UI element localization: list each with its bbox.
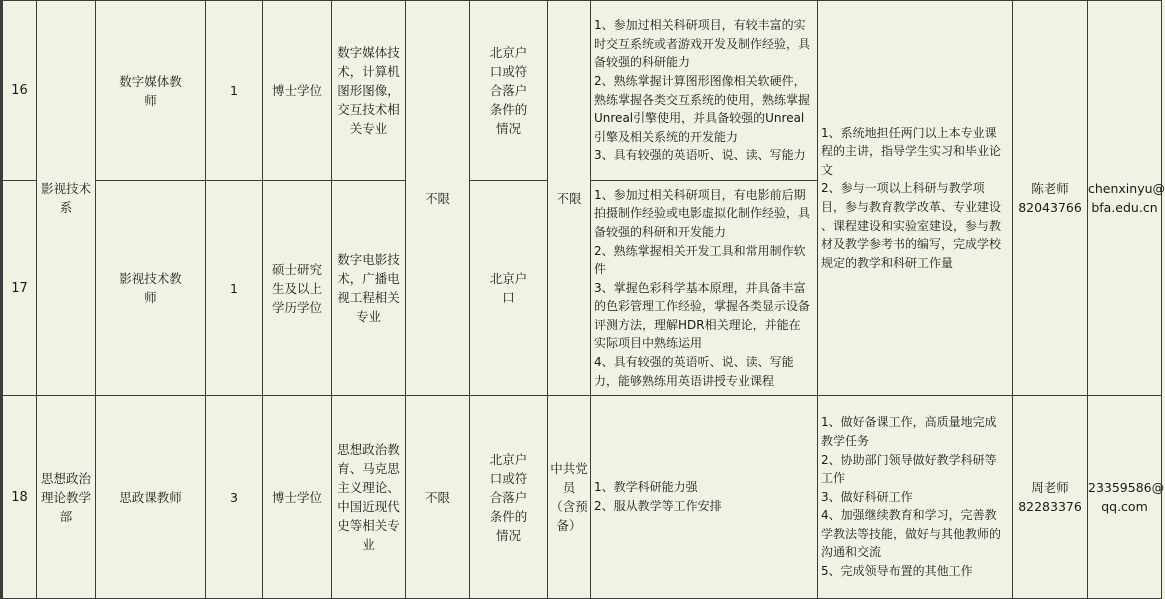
requirements-cell: 1、参加过相关科研项目，有较丰富的实 时交互系统或者游戏开发及制作经验，具 备较强的科研能力 2、熟练掌握计算图形图像相关软硬件， 熟练掌握各类交互系统的使用，熟练掌握 Unreal引擎使用，并具备较强的Unreal 引擎及相关系统的开发能力 3、具有较强的英语听、说、读、写能力 [591,1,818,181]
degree-cell: 博士学位 [263,396,332,599]
degree-cell: 博士学位 [263,1,332,181]
table-row-16 [2,1,1162,181]
table-row-18 [2,396,1162,599]
requirements-cell: 1、参加过相关科研项目，有电影前后期 拍摄制作经验或电影虚拟化制作经验，具 备较强的科研和开发能力 2、熟练掌握相关开发工具和常用制作软 件 3、掌握色彩科学基本原理，并具备丰富 的色彩管理工作经验，掌握各类显示设备 评测方法，理解HDR相关理论，并能在 实际项目中熟练运用 4、具有较强的英语听、说、读、写能 力，能够熟练用英语讲授专业课程 [591,181,818,396]
email-cell[interactable]: 23359586@ qq.com [1088,396,1162,599]
hukou-cell: 北京户 口或符 合落户 条件的 情况 [470,396,548,599]
count-cell: 1 [206,1,263,181]
contact-cell: 陈老师 82043766 [1013,1,1088,396]
count-cell: 1 [206,181,263,396]
row-number-cell: 18 [2,396,37,599]
hukou-cell: 北京户 口或符 合落户 条件的 情况 [470,1,548,181]
political-status-cell: 不限 [548,1,591,396]
position-cell: 影视技术教 师 [96,181,206,396]
age-cell: 不限 [406,396,470,599]
row-number-cell: 17 [2,181,37,396]
major-cell: 思想政治教 育、马克思 主义理论、 中国近现代 史等相关专 业 [332,396,406,599]
duties-cell: 1、系统地担任两门以上本专业课 程的主讲，指导学生实习和毕业论 文 2、参与一项以上科研与教学项 目，参与教育教学改革、专业建设 、课程建设和实验室建设，参与教 材及教学参考书的编写，完成学校 规定的教学和科研工作量 [818,1,1013,396]
position-cell: 数字媒体教 师 [96,1,206,181]
degree-cell: 硕士研究 生及以上 学历学位 [263,181,332,396]
political-status-cell: 中共党 员 （含预 备） [548,396,591,599]
position-cell: 思政课教师 [96,396,206,599]
department-cell: 影视技术 系 [37,1,96,396]
department-cell: 思想政治 理论教学 部 [37,396,96,599]
row-number-cell: 16 [2,1,37,181]
duties-cell: 1、做好备课工作，高质量地完成 教学任务 2、协助部门领导做好教学科研等 工作 3、做好科研工作 4、加强继续教育和学习，完善教 学教法等技能，做好与其他教师的 沟通和交流 5、完成领导布置的其他工作 [818,396,1013,599]
email-cell[interactable]: chenxinyu@ bfa.edu.cn [1088,1,1162,396]
requirements-cell: 1、教学科研能力强 2、服从教学等工作安排 [591,396,818,599]
major-cell: 数字媒体技 术，计算机 图形图像， 交互技术相 关专业 [332,1,406,181]
contact-cell: 周老师 82283376 [1013,396,1088,599]
count-cell: 3 [206,396,263,599]
major-cell: 数字电影技 术，广播电 视工程相关 专业 [332,181,406,396]
age-cell: 不限 [406,1,470,396]
hukou-cell: 北京户 口 [470,181,548,396]
